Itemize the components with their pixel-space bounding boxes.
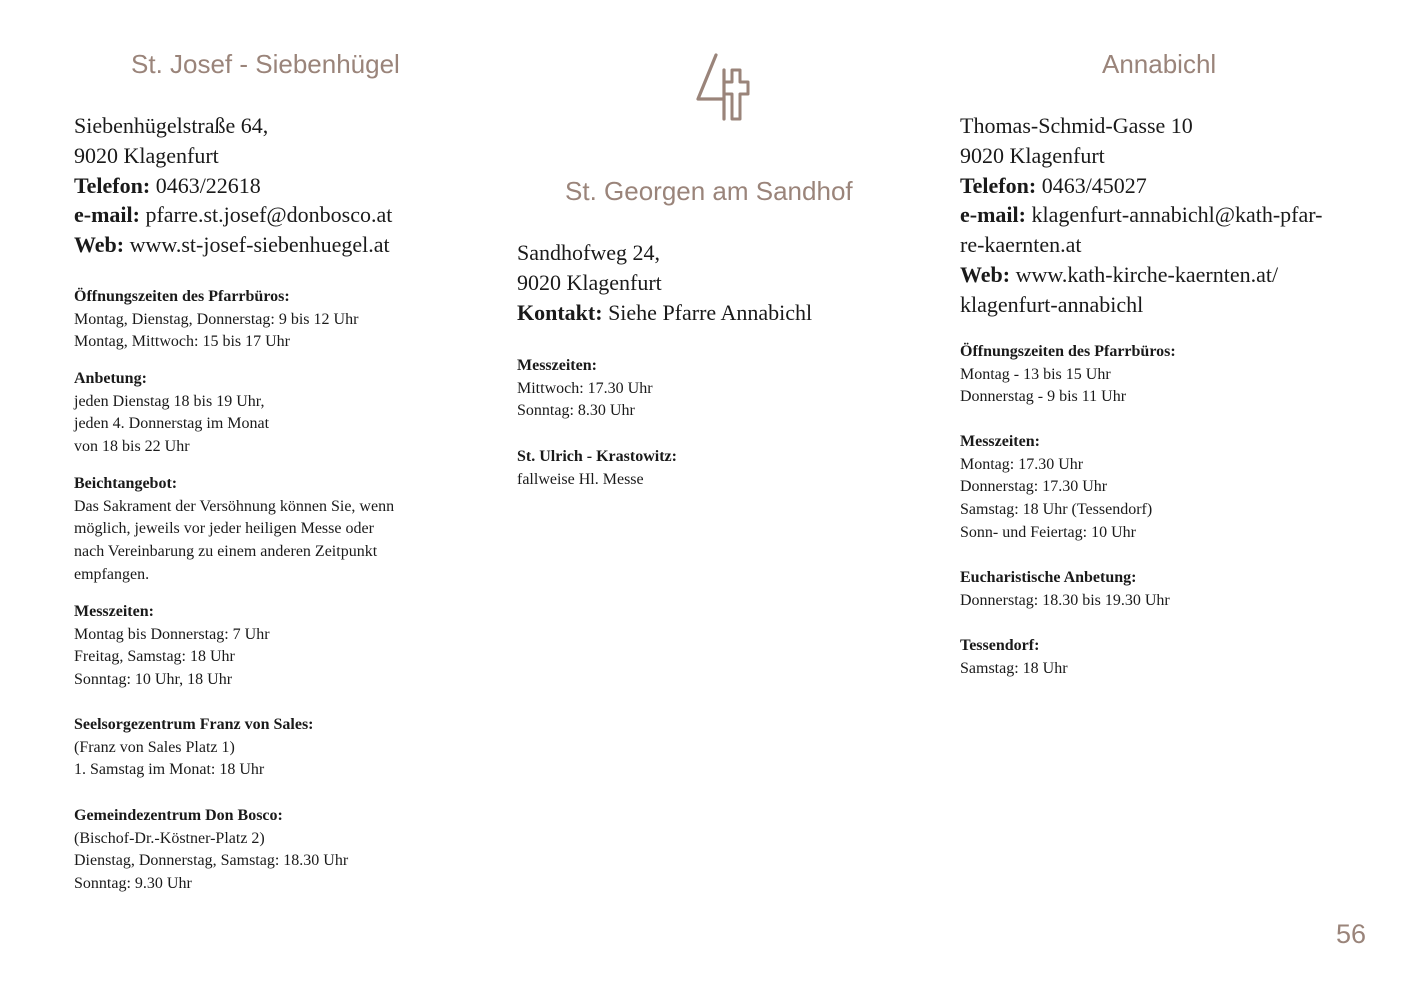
contact-annabichl: [960, 111, 1323, 320]
block-line: möglich, jeweils vor jeder heiligen Messe oder: [74, 520, 374, 538]
block-line: jeden Dienstag 18 bis 19 Uhr,: [74, 392, 265, 410]
block-line: Sonn- und Feiertag: 10 Uhr: [960, 523, 1136, 541]
block-line: Donnerstag - 9 bis 11 Uhr: [960, 388, 1127, 406]
email-line-cont: re-kaernten.at: [960, 232, 1082, 258]
block-title: Messzeiten:: [74, 603, 154, 620]
block-title: Beichtangebot:: [74, 475, 178, 492]
address-line: 9020 Klagenfurt: [960, 142, 1105, 168]
block-title: Anbetung:: [74, 370, 147, 387]
block-line: Sonntag: 9.30 Uhr: [74, 875, 192, 893]
email-line: [74, 200, 392, 230]
block-line: Samstag: 18 Uhr (Tessendorf): [960, 501, 1153, 519]
info-block: [74, 473, 394, 587]
block-line: Freitag, Samstag: 18 Uhr: [74, 648, 235, 666]
block-line: Mittwoch: 17.30 Uhr: [517, 379, 653, 397]
phone-label: Telefon:: [960, 172, 1037, 198]
web-value: www.st-josef-siebenhuegel.at: [129, 232, 390, 258]
block-title: Messzeiten:: [960, 433, 1040, 450]
block-line: jeden 4. Donnerstag im Monat: [74, 415, 270, 433]
email-value: pfarre.st.josef@donbosco.at: [145, 202, 393, 228]
block-line: Donnerstag: 18.30 bis 19.30 Uhr: [960, 591, 1170, 609]
contact-line: [517, 298, 812, 328]
info-block: [74, 805, 348, 896]
block-line: Montag, Mittwoch: 15 bis 17 Uhr: [74, 333, 290, 351]
block-line: Samstag: 18 Uhr: [960, 659, 1068, 677]
phone-label: Telefon:: [74, 172, 151, 198]
email-label: e-mail:: [960, 202, 1026, 228]
web-label: Web:: [74, 232, 125, 258]
info-block: [74, 286, 358, 354]
web-value: www.kath-kirche-kaernten.at/: [1015, 261, 1279, 287]
block-line: Montag, Dienstag, Donnerstag: 9 bis 12 Uhr: [74, 310, 359, 328]
block-line: Montag bis Donnerstag: 7 Uhr: [74, 625, 270, 643]
web-line: [74, 230, 392, 260]
block-line: fallweise Hl. Messe: [517, 470, 644, 488]
email-label: e-mail:: [74, 202, 140, 228]
block-line: Dienstag, Donnerstag, Samstag: 18.30 Uhr: [74, 852, 349, 870]
address-line: 9020 Klagenfurt: [74, 142, 219, 168]
info-block: [517, 446, 677, 491]
block-line: von 18 bis 22 Uhr: [74, 438, 190, 456]
block-title: Öffnungszeiten des Pfarrbüros:: [74, 288, 290, 305]
block-line: (Franz von Sales Platz 1): [74, 738, 235, 756]
info-block: [74, 714, 314, 782]
block-line: 1. Samstag im Monat: 18 Uhr: [74, 761, 265, 779]
info-block: [960, 635, 1068, 680]
web-label: Web:: [960, 261, 1011, 287]
web-line: [960, 260, 1323, 290]
block-line: Montag: 17.30 Uhr: [960, 455, 1084, 473]
block-title: Eucharistische Anbetung:: [960, 569, 1137, 586]
info-block: [960, 431, 1152, 545]
heading-annabichl: Annabichl: [1102, 49, 1217, 79]
block-title: Gemeindezentrum Don Bosco:: [74, 807, 283, 824]
email-value: klagenfurt-annabichl@kath-pfar-: [1031, 202, 1323, 228]
page-number: 56: [1336, 919, 1367, 949]
block-title: Messzeiten:: [517, 357, 597, 374]
contact-label: Kontakt:: [517, 299, 603, 325]
heading-st-josef: St. Josef - Siebenhügel: [131, 49, 400, 79]
info-block: [517, 355, 653, 423]
contact-st-josef: [74, 111, 392, 260]
block-title: St. Ulrich - Krastowitz:: [517, 448, 677, 465]
number-four-cross-icon: [694, 52, 752, 124]
address-line: Siebenhügelstraße 64,: [74, 113, 269, 138]
heading-st-georgen: St. Georgen am Sandhof: [565, 176, 853, 206]
block-title: Öffnungszeiten des Pfarrbüros:: [960, 343, 1176, 360]
block-line: Donnerstag: 17.30 Uhr: [960, 478, 1108, 496]
phone-value: 0463/22618: [155, 172, 261, 198]
web-line-cont: klagenfurt-annabichl: [960, 291, 1144, 317]
info-block: [74, 601, 270, 692]
block-line: (Bischof-Dr.-Köstner-Platz 2): [74, 829, 265, 847]
phone-line: [960, 171, 1323, 201]
block-title: Tessendorf:: [960, 637, 1040, 654]
block-line: Das Sakrament der Versöhnung können Sie, wenn: [74, 497, 395, 515]
phone-value: 0463/45027: [1041, 172, 1147, 198]
info-block: [74, 368, 269, 459]
block-line: Sonntag: 10 Uhr, 18 Uhr: [74, 671, 233, 689]
address-line: Thomas-Schmid-Gasse 10: [960, 113, 1193, 138]
address-line: 9020 Klagenfurt: [517, 269, 662, 295]
phone-line: [74, 171, 392, 201]
address-line: Sandhofweg 24,: [517, 240, 660, 265]
block-line: empfangen.: [74, 565, 150, 583]
contact-value: Siehe Pfarre Annabichl: [608, 299, 813, 325]
contact-st-georgen: [517, 238, 812, 327]
block-line: nach Vereinbarung zu einem anderen Zeitpunkt: [74, 543, 378, 561]
block-line: Sonntag: 8.30 Uhr: [517, 402, 635, 420]
info-block: [960, 567, 1170, 612]
email-line: [960, 200, 1323, 230]
block-title: Seelsorgezentrum Franz von Sales:: [74, 716, 314, 733]
block-line: Montag - 13 bis 15 Uhr: [960, 365, 1111, 383]
info-block: [960, 341, 1176, 409]
